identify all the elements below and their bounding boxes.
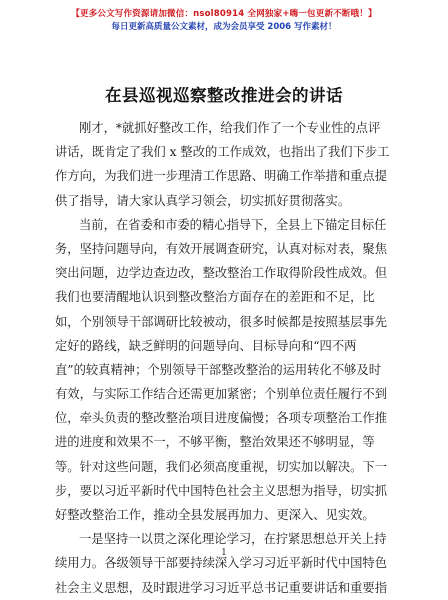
paragraph-line: 当前，在省委和市委的精心指导下，全县上下锚定目标任: [79, 217, 387, 232]
paragraph-line: 刚才，*就抓好整改工作，给我们作了一个专业性的点评: [79, 121, 381, 135]
paragraph-line: 好整改整治工作，推动全县发展再加力、更深入、见实效。: [55, 508, 375, 522]
banner-promo-line: 【更多公文写作资源请加微信：nsol80914 全网独家+嗨一包更新不断哦！】: [71, 9, 377, 19]
paragraph-line: 进的进度和效果不一，不够平衡，整治效果还不够明显，等: [55, 435, 375, 450]
body-paragraph: [55, 527, 397, 600]
paragraph-line: 位，牵头负责的整改整治项目进度偏慢；各项专项整治工作推: [55, 411, 388, 426]
paragraph-line: 社会主义思想，及时跟进学习习近平总书记重要讲话和重要指: [55, 580, 388, 595]
paragraph-line: 续用力。各级领导干部要持续深入学习习近平新时代中国特色: [55, 556, 388, 571]
paragraph-line: 我们也要清醒地认识到整改整治方面存在的差距和不足，比: [55, 290, 375, 305]
paragraph-line: 直”的较真精神；个别领导干部整改整治的运用转化不够及时: [55, 362, 382, 377]
paragraph-line: 如，个别领导干部调研比较被动，很多时候都是按照基层事先: [55, 314, 388, 329]
paragraph-line: 突出问题，边学边查边改，整改整治工作取得阶段性成效。但: [55, 266, 388, 281]
paragraph-line: 讲话，既肯定了我们 x 整改的工作成效，也指出了我们下步工: [55, 145, 390, 160]
paragraph-line: 作方向，为我们进一步理清工作思路、明确工作举措和重点提: [55, 169, 388, 184]
header-banner: [0, 8, 448, 34]
paragraph-line: 一是坚持一以贯之深化理论学习，在拧紧思想总开关上持: [79, 532, 387, 547]
document-body: [55, 116, 397, 600]
paragraph-line: 供了指导，请大家认真学习领会，切实抓好贯彻落实。: [55, 193, 351, 208]
paragraph-line: 等。针对这些问题，我们必须高度重视，切实加以解决。下一: [55, 459, 388, 474]
paragraph-line: 步，要以习近平新时代中国特色社会主义思想为指导，切实抓: [55, 483, 388, 498]
body-paragraph: [55, 213, 397, 527]
banner-subscription-line: 每日更新高质量公文素材，成为会员享受 2006 写作素材！: [111, 22, 337, 32]
body-paragraph: [55, 116, 397, 213]
paragraph-line: 有效，与实际工作结合还需更加紧密；个别单位责任履行不到: [55, 387, 388, 402]
paragraph-line: 务，坚持问题导向，有效开展调查研究，认真对标对表，聚焦: [55, 241, 388, 256]
document-title: 在县巡视巡察整改推进会的讲话: [105, 86, 343, 105]
paragraph-line: 定好的路线，缺乏鲜明的问题导向、目标导向和“四不两: [55, 338, 357, 353]
page-number: 1: [221, 548, 227, 558]
